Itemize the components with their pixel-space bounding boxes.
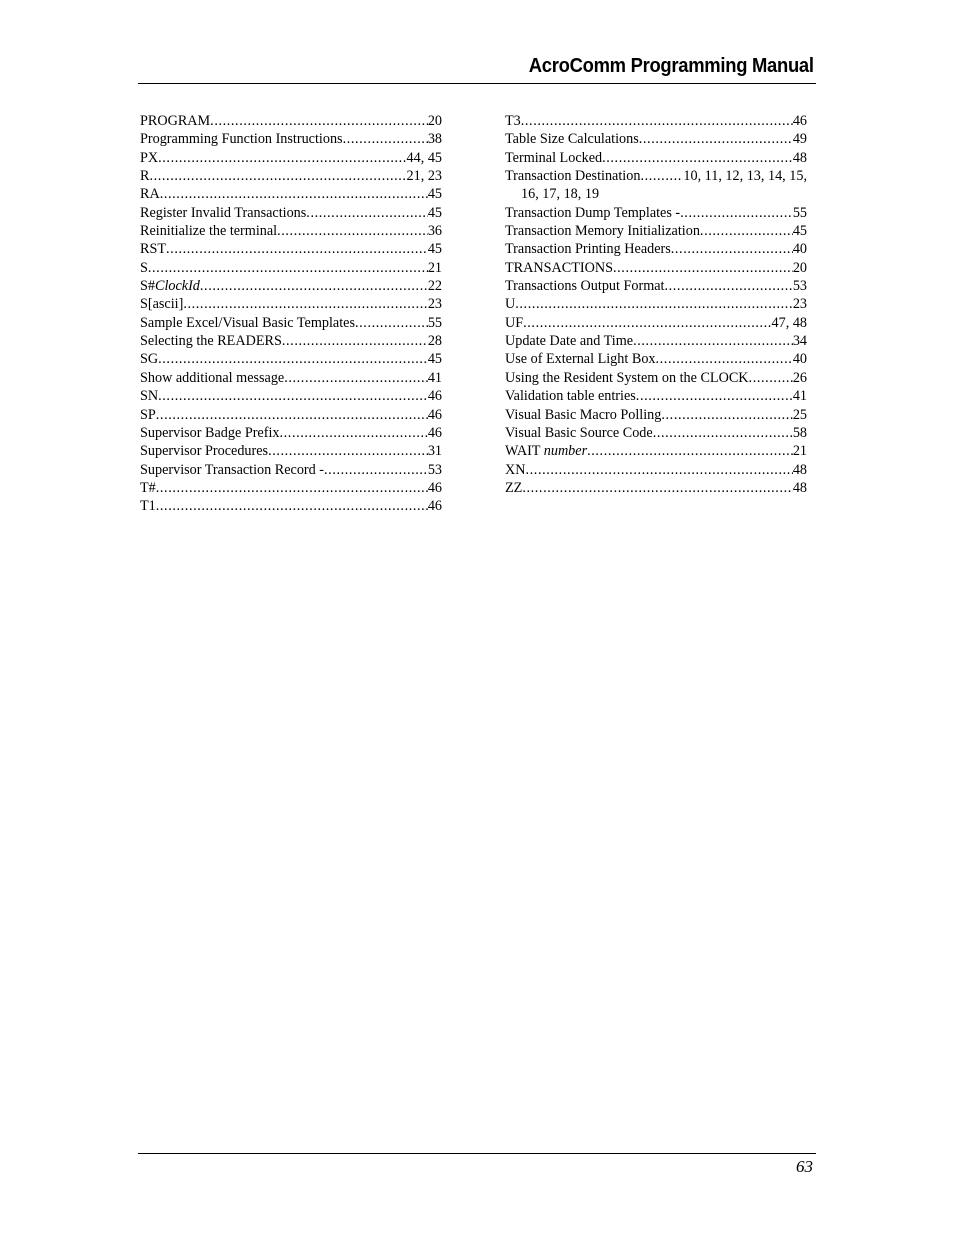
index-entry: [140, 497, 442, 515]
index-term: U: [505, 296, 516, 313]
index-entry: [140, 130, 442, 148]
index-entry: [505, 259, 807, 277]
index-page-numbers: 46: [427, 479, 442, 496]
index-entry: [140, 240, 442, 258]
index-entry: [505, 387, 807, 405]
index-page-numbers: 45: [427, 186, 442, 203]
index-term: XN: [505, 461, 526, 478]
dot-leader: [700, 222, 793, 240]
index-term: Sample Excel/Visual Basic Templates: [140, 314, 355, 331]
dot-leader: [158, 149, 406, 167]
dot-leader: [680, 204, 793, 222]
dot-leader: [602, 149, 793, 167]
index-entry: [140, 222, 442, 240]
index-term: SG: [140, 351, 159, 368]
index-page-numbers: 21, 23: [406, 168, 442, 185]
dot-leader: [158, 350, 428, 368]
index-entry: [140, 350, 442, 368]
index-term: RST: [140, 241, 167, 258]
index-entry: [505, 406, 807, 424]
dot-leader: [636, 387, 793, 405]
index-page-numbers: 46: [427, 388, 442, 405]
index-page-numbers: 44, 45: [406, 149, 442, 166]
dot-leader: [306, 204, 428, 222]
dot-leader: [656, 350, 793, 368]
index-page-numbers: 40: [792, 241, 807, 258]
index-page-numbers: 25: [792, 406, 807, 423]
dot-leader: [526, 461, 793, 479]
index-page-numbers: 45: [792, 223, 807, 240]
dot-leader: [149, 167, 406, 185]
index-page-numbers: 48: [792, 479, 807, 496]
index-page-numbers: 23: [427, 296, 442, 313]
index-term: Supervisor Transaction Record -: [140, 461, 325, 478]
index-page-numbers: 26: [792, 369, 807, 386]
index-entry: [140, 406, 442, 424]
index-page-numbers: 46: [427, 498, 442, 515]
index-entry: [140, 149, 442, 167]
index-page-numbers: 48: [792, 149, 807, 166]
index-term: T3: [505, 113, 521, 129]
index-term: UF: [505, 314, 524, 331]
dot-leader: [156, 479, 428, 497]
index-entry: [505, 332, 807, 350]
dot-leader: [587, 442, 793, 460]
index-term: Visual Basic Macro Polling: [505, 406, 662, 423]
dot-leader: [664, 277, 792, 295]
index-term: Show additional message: [140, 369, 285, 386]
index-entry: [140, 442, 442, 460]
index-entry: [505, 369, 807, 387]
index-entry: [505, 167, 807, 185]
index-entry: [505, 277, 807, 295]
index-entry: [505, 461, 807, 479]
index-page-numbers: 49: [792, 131, 807, 148]
index-page-numbers: 23: [792, 296, 807, 313]
dot-leader: [639, 130, 793, 148]
index-entry: [140, 277, 442, 295]
index-term: T#: [140, 479, 156, 496]
index-term: Transaction Memory Initialization: [505, 223, 700, 240]
dot-leader: [210, 112, 428, 130]
index-entry: [140, 369, 442, 387]
index-page-numbers: 46: [427, 406, 442, 423]
index-term: ZZ: [505, 479, 523, 496]
index-page-numbers: 28: [427, 333, 442, 350]
dot-leader: [284, 369, 428, 387]
index-term: Reinitialize the terminal: [140, 223, 278, 240]
index-page-numbers: 46: [427, 424, 442, 441]
dot-leader: [156, 497, 428, 515]
index-page-numbers: 36: [427, 223, 442, 240]
index-page-numbers: 38: [427, 131, 442, 148]
index-entry: [140, 479, 442, 497]
dot-leader: [166, 240, 428, 258]
index-term: Supervisor Badge Prefix: [140, 424, 280, 441]
dot-leader: [515, 295, 793, 313]
index-entry: [140, 424, 442, 442]
index-entry: [140, 167, 442, 185]
index-column-left: [140, 112, 442, 516]
index-entry: [505, 112, 807, 130]
footer-rule: [138, 1153, 816, 1154]
index-page-numbers: 58: [792, 424, 807, 441]
index-entry: [505, 314, 807, 332]
dot-leader: [183, 295, 427, 313]
index-page-numbers: 55: [427, 314, 442, 331]
index-term: Transaction Dump Templates -: [505, 204, 681, 221]
dot-leader: [156, 406, 428, 424]
index-term: T1: [140, 498, 156, 515]
index-page-numbers: 41: [427, 369, 442, 386]
index-page-numbers: 22: [427, 278, 442, 295]
index-term: Use of External Light Box: [505, 351, 656, 368]
index-term: RA: [140, 186, 160, 203]
index-page-numbers-continued: 16, 17, 18, 19: [521, 186, 600, 203]
index-entry: [505, 222, 807, 240]
index-term: SP: [140, 406, 156, 423]
index-term: S[ascii]: [140, 296, 184, 313]
index-term: S#ClockId: [140, 278, 200, 295]
dot-leader: [671, 240, 793, 258]
index-term: Update Date and Time: [505, 333, 634, 350]
index-page-numbers: 20: [427, 113, 442, 129]
index-page-numbers: 47, 48: [771, 314, 807, 331]
index-entry: [140, 295, 442, 313]
dot-leader: [200, 277, 428, 295]
index-entry: [505, 350, 807, 368]
dot-leader: [521, 112, 793, 130]
running-header-title: AcroComm Programming Manual: [529, 55, 814, 77]
index-entry: [505, 130, 807, 148]
index-entry: [140, 461, 442, 479]
index-term-italic: ClockId: [154, 278, 200, 295]
index-entry: [505, 442, 807, 460]
index-entry: [140, 332, 442, 350]
index-term: Table Size Calculations: [505, 131, 639, 148]
index-page-numbers: 45: [427, 204, 442, 221]
index-term: PX: [140, 149, 159, 166]
dot-leader: [661, 406, 792, 424]
index-term: S: [140, 259, 148, 276]
dot-leader: [268, 442, 428, 460]
index-term: WAIT number: [505, 443, 588, 460]
index-page-numbers: 34: [792, 333, 807, 350]
index-term: Transaction Destination: [505, 168, 641, 185]
index-entry: [505, 149, 807, 167]
index-page-numbers: 46: [792, 113, 807, 129]
index-column-right: [505, 112, 807, 497]
index-term: Supervisor Procedures: [140, 443, 269, 460]
index-term: Transactions Output Format: [505, 278, 665, 295]
index-page-numbers: 21: [427, 259, 442, 276]
index-page-numbers: 40: [792, 351, 807, 368]
dot-leader: [148, 259, 428, 277]
index-term: Visual Basic Source Code: [505, 424, 653, 441]
index-page-numbers: 10, 11, 12, 13, 14, 15,: [683, 168, 807, 185]
index-term: SN: [140, 388, 159, 405]
index-page-numbers: 20: [792, 259, 807, 276]
dot-leader: [280, 424, 428, 442]
index-term: TRANSACTIONS: [505, 259, 613, 276]
index-term: Terminal Locked: [505, 149, 603, 166]
dot-leader: [355, 314, 428, 332]
dot-leader: [160, 185, 428, 203]
index-term: PROGRAM: [140, 113, 211, 129]
dot-leader: [523, 314, 771, 332]
index-page-numbers: 41: [792, 388, 807, 405]
index-term: Transaction Printing Headers: [505, 241, 671, 258]
index-page-numbers: 45: [427, 241, 442, 258]
index-term: Selecting the READERS: [140, 333, 282, 350]
index-term: Validation table entries: [505, 388, 636, 405]
dot-leader: [633, 332, 793, 350]
index-page-numbers: 53: [427, 461, 442, 478]
dot-leader: [653, 424, 793, 442]
index-entry: [505, 424, 807, 442]
dot-leader: [324, 461, 428, 479]
index-entry: [505, 240, 807, 258]
dot-leader: [522, 479, 792, 497]
dot-leader: [343, 130, 428, 148]
index-term: Register Invalid Transactions: [140, 204, 307, 221]
dot-leader: [277, 222, 428, 240]
index-entry: [505, 204, 807, 222]
index-term: Using the Resident System on the CLOCK: [505, 369, 749, 386]
index-page-numbers: 21: [792, 443, 807, 460]
page-number: 63: [796, 1157, 813, 1176]
index-term-italic: number: [543, 443, 588, 460]
dot-leader: [158, 387, 428, 405]
dot-leader: [749, 369, 793, 387]
dot-leader: [282, 332, 428, 350]
index-entry: [505, 295, 807, 313]
index-entry: [140, 314, 442, 332]
index-page-numbers: 45: [427, 351, 442, 368]
index-term: R: [140, 168, 150, 185]
index-entry: [140, 259, 442, 277]
index-entry: [140, 204, 442, 222]
index-entry: [505, 479, 807, 497]
header-rule: [138, 83, 816, 84]
index-entry: [140, 185, 442, 203]
dot-leader: [640, 167, 683, 185]
index-entry: [140, 112, 442, 130]
index-term: Programming Function Instructions: [140, 131, 343, 148]
index-page-numbers: 31: [427, 443, 442, 460]
index-entry: [140, 387, 442, 405]
index-page-numbers: 48: [792, 461, 807, 478]
index-page-numbers: 53: [792, 278, 807, 295]
index-page-numbers: 55: [792, 204, 807, 221]
dot-leader: [613, 259, 793, 277]
